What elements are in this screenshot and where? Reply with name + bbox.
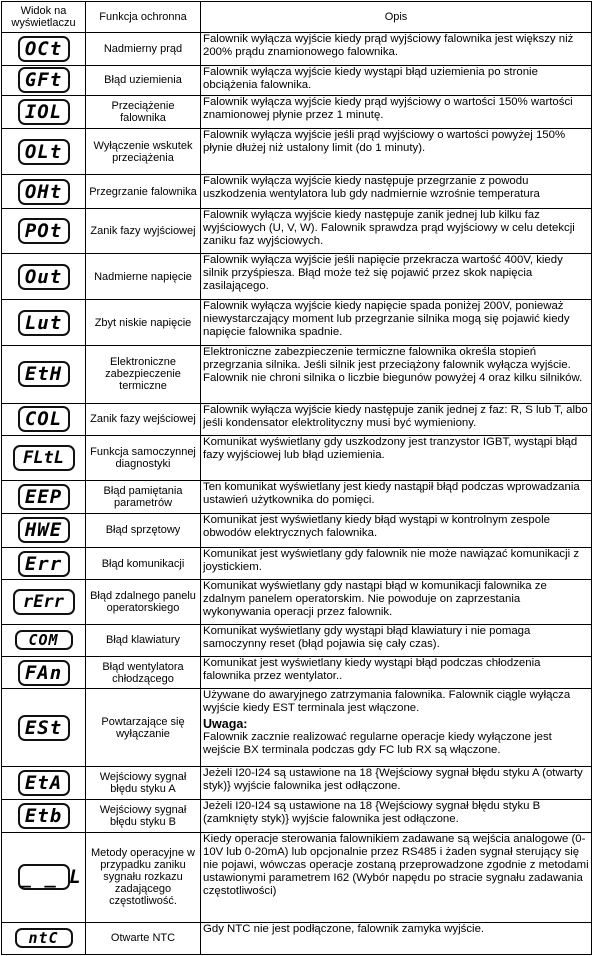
warning-text: Falownik zacznie realizować regularne operacje kiedy wyłączone jest wejście BX terminala podczas gdy FC lub RX są włączone. [203,731,552,757]
lcd-code: _ _ L [19,866,82,889]
function-cell: Błąd klawiatury [86,624,201,657]
table-row [2,32,592,65]
header-display: Widok na wyświetlaczu [2,2,86,33]
lcd-code: Out [18,264,70,290]
description-cell: Komunikat wyświetlany gdy wystąpi błąd klawiatury i nie pomaga samoczynny reset (błąd pojawia się cały czas). [201,624,592,657]
function-cell: Wejściowy sygnał błędu styku B [86,799,201,832]
table-row [2,480,592,513]
table-row [2,129,592,175]
function-cell: Wyłączenie wskutek przeciążenia [86,129,201,175]
table-row [2,345,592,403]
table-row [2,547,592,580]
function-cell: Powtarzające się wyłączanie [86,689,201,767]
fault-table [1,1,592,955]
table-row [2,300,592,345]
description-cell: Falownik wyłącza wyjście kiedy następuje przegrzanie z powodu uszkodzenia wentylatora lub gdy nadmiernie wzrośnie temperatura [201,175,592,209]
table-row [2,65,592,96]
description-cell: Komunikat jest wyświetlany kiedy wystąpi błąd podczas chłodzenia falownika przez wentylator.. [201,657,592,689]
description-cell: Elektroniczne zabezpieczenie termiczne falownika określa stopień przegrzania silnika. Jeśli silnik jest przeciążony falownik wyłącza wyjście. Falownik nie chroni silnika o liczbie biegunów powyżej 4 oraz kilku silników. [201,345,592,403]
table-row [2,657,592,689]
table-row [2,96,592,129]
function-cell: Błąd pamiętania parametrów [86,480,201,513]
description-cell: Falownik wyłącza wyjście jeśli prąd wyjściowy o wartości powyżej 150% płynie dłużej niż ustalony limit (do 1 minuty). [201,129,592,175]
description-cell: Komunikat jest wyświetlany kiedy błąd wystąpi w kontrolnym zespole obwodów elektrycznych falownika. [201,513,592,547]
header-function: Funkcja ochronna [86,2,201,33]
table-row [2,580,592,624]
lcd-code: OCt [18,36,70,62]
table-row [2,689,592,767]
lcd-code: ntC [15,928,73,948]
description-cell: Jeżeli I20-I24 są ustawione na 18 {Wejściowy sygnał błędu styku B (zamknięty styk)} wyjście falownika jest odłączone. [201,799,592,832]
description-cell: Komunikat wyświetlany gdy uszkodzony jest tranzystor IGBT, wystąpi błąd fazy wyjściowej lub błąd uziemienia. [201,435,592,480]
header-description: Opis [201,2,592,33]
function-cell: Elektroniczne zabezpieczenie termiczne [86,345,201,403]
lcd-code: Etb [18,803,70,829]
table-row [2,175,592,209]
table-row [2,767,592,800]
table-row [2,404,592,436]
function-cell: Wejściowy sygnał błędu styku A [86,767,201,800]
lcd-code: HWE [18,517,70,543]
function-cell: Otwarte NTC [86,922,201,954]
description-cell: Ten komunikat wyświetlany jest kiedy nastąpił błąd podczas wprowadzania ustawień użytkownika do pomięci. [201,480,592,513]
function-cell: Zanik fazy wyjściowej [86,209,201,254]
description-cell: Falownik wyłącza wyjście kiedy prąd wyjściowy o wartości 150% wartości znamionowej płynie przez 1 minutę. [201,96,592,129]
function-cell: Nadmierny prąd [86,32,201,65]
description-cell: Falownik wyłącza wyjście kiedy prąd wyjściowy falownika jest większy niż 200% prądu znamionowego falownika. [201,32,592,65]
description-cell: Komunikat jest wyświetlany gdy falownik nie może nawiązać komunikacji z joystickiem. [201,547,592,580]
lcd-code: FAn [18,660,70,686]
function-cell: Błąd uziemienia [86,65,201,96]
description-cell: Falownik wyłącza wyjście kiedy następuje zanik jednej z faz: R, S lub T, albo jeśli kondensator elektrolityczny musi być wymieniony. [201,404,592,436]
function-cell: Przeciążenie falownika [86,96,201,129]
table-row [2,624,592,657]
table-row [2,209,592,254]
function-cell: Przegrzanie falownika [86,175,201,209]
lcd-code: GFt [18,67,70,93]
description-cell: Komunikat wyświetlany gdy nastąpi błąd w komunikacji falownika ze zdalnym panelem operatorskim. Nie powoduje on zaprzestania wykonywania operacji przez falownik. [201,580,592,624]
table-row [2,799,592,832]
table-row [2,254,592,300]
function-cell: Błąd wentylatora chłodzącego [86,657,201,689]
lcd-code: Err [18,551,70,577]
description-cell [201,689,592,767]
lcd-code: Lut [18,310,70,336]
header-row [2,2,592,33]
description-cell: Falownik wyłącza wyjście kiedy następuje zanik jednej lub kilku faz wyjściowych (U, V, W). Falownik sprawdza prąd wyjściowy w celu detekcji zaniku faz wyjściowych. [201,209,592,254]
function-cell: Nadmierne napięcie [86,254,201,300]
lcd-code: EEP [18,484,70,510]
function-cell: Funkcja samoczynnej diagnostyki [86,435,201,480]
lcd-code: EtH [18,361,70,387]
description-cell: Jeżeli I20-I24 są ustawione na 18 {Wejściowy sygnał błędu styku A (otwarty styk)} wyjście falownika jest odłączone. [201,767,592,800]
lcd-code: POt [18,218,70,244]
lcd-code: OHt [18,179,70,205]
function-cell: Metody operacyjne w przypadku zaniku sygnału rozkazu zadającego częstotliwość. [86,832,201,922]
function-cell: Błąd komunikacji [86,547,201,580]
warning-title: Uwaga: [203,717,248,732]
table-row [2,832,592,922]
lcd-code: IOL [18,99,70,125]
table-row [2,513,592,547]
function-cell: Zbyt niskie napięcie [86,300,201,345]
function-cell: Zanik fazy wejściowej [86,404,201,436]
table-row [2,922,592,954]
lcd-code: ESt [18,715,70,741]
function-cell: Błąd sprzętowy [86,513,201,547]
lcd-code: COL [18,406,70,432]
lcd-code: rErr [13,589,75,615]
description-cell: Kiedy operacje sterowania falownikiem zadawane są wejścia analogowe (0-10V lub 0-20mA) lub opcjonalnie przez RS485 i żaden sygnał sterujący się nie pojawi, wówczas operacje zostaną przeprowadzone zgodnie z metodami ustawionymi parametrem I62 (Wybór napędu po stracie sygnału zadawania częstotliwości) [201,832,592,922]
lcd-code: OLt [18,139,70,165]
lcd-code: COM [15,630,73,650]
table-row [2,435,592,480]
description-cell: Falownik wyłącza wyjście kiedy wystąpi błąd uziemienia po stronie obciążenia falownika. [201,65,592,96]
description-cell: Falownik wyłącza wyjście kiedy napięcie spada poniżej 200V, ponieważ niewystarczający moment lub przegrzanie silnika mogą się pojawić kiedy napięcie falownika spadnie. [201,300,592,345]
description-text: Używane do awaryjnego zatrzymania falownika. Falownik ciągle wyłącza wyjście kiedy EST terminala jest włączone. [203,689,571,715]
description-cell: Gdy NTC nie jest podłączone, falownik zamyka wyjście. [201,922,592,954]
lcd-code: EtA [18,770,70,796]
lcd-code: FLtL [13,445,75,471]
function-cell: Błąd zdalnego panelu operatorskiego [86,580,201,624]
description-cell: Falownik wyłącza wyjście jeśli napięcie przekracza wartość 400V, kiedy silnik przyśpiesza. Błąd może też się pojawić przez skok napięcia zasilającego. [201,254,592,300]
